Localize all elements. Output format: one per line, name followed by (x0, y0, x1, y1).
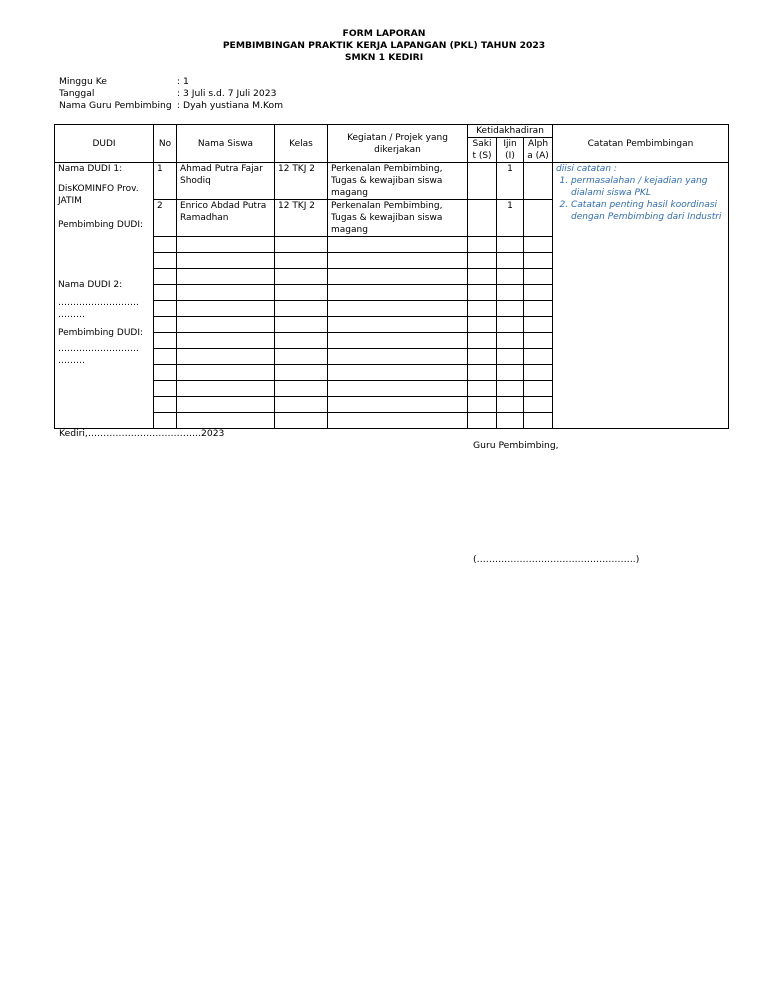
signature-line: (…………………………………………….) (473, 554, 640, 565)
form-subtitle: PEMBIMBINGAN PRAKTIK KERJA LAPANGAN (PKL) TAHUN 2023 (222, 40, 546, 51)
row2-nama: Enrico Abdad Putra Ramadhan (177, 200, 275, 237)
school-name: SMKN 1 KEDIRI (344, 52, 424, 63)
catatan-cell (553, 163, 729, 429)
header-sakit: Saki t (S) (468, 138, 497, 163)
header-ketidakhadiran: Ketidakhadiran (468, 125, 553, 138)
header-dudi: DUDI (55, 125, 154, 163)
header-kegiatan: Kegiatan / Projek yang dikerjakan (328, 125, 468, 163)
tanggal-value: : 3 Juli s.d. 7 Juli 2023 (177, 88, 277, 99)
info-guru (59, 100, 283, 111)
dudi2-dots: ……………………… (58, 298, 139, 308)
minggu-value: : 1 (177, 76, 189, 87)
row2-sakit (468, 200, 497, 237)
header-alpha: Alph a (A) (524, 138, 553, 163)
catatan-item: 2. Catatan penting hasil koordinasi dengan Pembimbing dari Industri (571, 199, 725, 223)
row2-kelas: 12 TKJ 2 (275, 200, 328, 237)
info-tanggal (59, 88, 276, 99)
dudi2-pembimbing-dots-cont: ……… (58, 356, 85, 366)
dudi2-pembimbing-dots: ……………………… (58, 344, 139, 354)
row1-no: 1 (154, 163, 177, 200)
dudi2-dots-cont: ……… (58, 310, 85, 320)
row2-kegiatan: Perkenalan Pembimbing, Tugas & kewajiban siswa magang (328, 200, 468, 237)
dudi1-instansi: DisKOMINFO Prov. JATIM (58, 184, 139, 206)
place-date: Kediri,……………………………….2023 (59, 428, 225, 439)
header-catatan: Catatan Pembimbingan (553, 125, 729, 163)
header-kelas: Kelas (275, 125, 328, 163)
minggu-label: Minggu Ke (59, 76, 107, 87)
row1-kegiatan: Perkenalan Pembimbing, Tugas & kewajiban siswa magang (328, 163, 468, 200)
catatan-list (556, 175, 725, 223)
tanggal-label: Tanggal (59, 88, 95, 99)
row2-no: 2 (154, 200, 177, 237)
report-table (54, 124, 729, 429)
table-row (55, 163, 729, 200)
dudi2-pembimbing: Pembimbing DUDI: (58, 328, 144, 338)
catatan-item: 1. permasalahan / kejadian yang dialami siswa PKL (571, 175, 725, 199)
dudi1-pembimbing: Pembimbing DUDI: (58, 220, 144, 230)
catatan-intro: diisi catatan : (556, 164, 617, 174)
dudi-cell (55, 163, 154, 429)
info-minggu (59, 76, 189, 87)
guru-pembimbing-label: Guru Pembimbing, (473, 440, 559, 451)
form-title: FORM LAPORAN (342, 28, 426, 39)
dudi1-name: Nama DUDI 1: (58, 164, 123, 174)
guru-value: : Dyah yustiana M.Kom (177, 100, 284, 111)
row2-ijin: 1 (497, 200, 524, 237)
row1-nama: Ahmad Putra Fajar Shodiq (177, 163, 275, 200)
dudi2-name: Nama DUDI 2: (58, 280, 123, 290)
guru-label: Nama Guru Pembimbing (59, 100, 172, 111)
row1-alpha (524, 163, 553, 200)
row1-ijin: 1 (497, 163, 524, 200)
row2-alpha (524, 200, 553, 237)
header-ijin: Ijin (I) (497, 138, 524, 163)
row1-sakit (468, 163, 497, 200)
header-no: No (154, 125, 177, 163)
header-nama-siswa: Nama Siswa (177, 125, 275, 163)
row1-kelas: 12 TKJ 2 (275, 163, 328, 200)
